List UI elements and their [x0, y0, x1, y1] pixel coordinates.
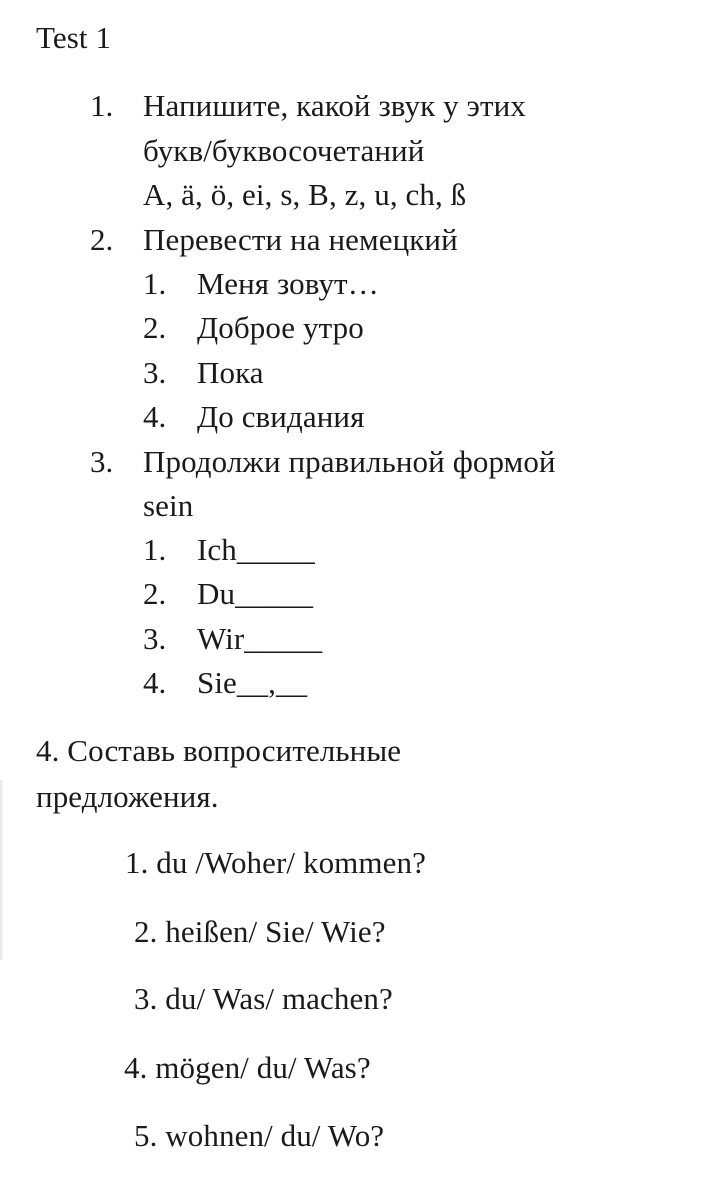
task2-item-text: Доброе утро: [197, 310, 364, 345]
task4-instruction-line2: предложения.: [36, 779, 219, 814]
task2-item-number: 4.: [143, 399, 167, 434]
task2-item-number: 1.: [143, 266, 167, 301]
task4-item: 5. wohnen/ du/ Wo?: [134, 1118, 385, 1153]
task1-letters: A, ä, ö, ei, s, B, z, u, ch, ß: [143, 177, 467, 212]
task1-number: 1.: [90, 88, 114, 123]
test-title: Test 1: [36, 20, 112, 55]
task4-item: 1. du /Woher/ kommen?: [125, 845, 426, 880]
task2-item-text: До свидания: [197, 399, 365, 434]
task3-item-number: 1.: [143, 532, 167, 567]
task2-item-text: Пока: [197, 355, 264, 390]
task3-item-text: Ich_____: [197, 532, 315, 567]
task2-item-number: 3.: [143, 355, 167, 390]
task2-item-text: Меня зовут…: [197, 266, 379, 301]
task4-item: 3. du/ Was/ machen?: [134, 981, 393, 1016]
task3-item-text: Wir_____: [197, 621, 323, 656]
task3-item-number: 4.: [143, 665, 167, 700]
task4-instruction-line1: 4. Составь вопросительные: [36, 733, 402, 768]
task2-number: 2.: [90, 222, 114, 257]
page-edge-shadow: [0, 780, 4, 960]
task3-item-number: 3.: [143, 621, 167, 656]
task1-instruction-line1: Напишите, какой звук у этих: [143, 88, 526, 123]
task3-instruction-line2: sein: [143, 488, 194, 523]
task4-item: 2. heißen/ Sie/ Wie?: [134, 914, 386, 949]
task4-item: 4. mögen/ du/ Was?: [124, 1050, 371, 1085]
task3-item-number: 2.: [143, 576, 167, 611]
task1-instruction-line2: букв/буквосочетаний: [143, 133, 425, 168]
task3-item-text: Sie__,__: [197, 665, 308, 700]
task2-item-number: 2.: [143, 310, 167, 345]
task3-item-text: Du_____: [197, 576, 314, 611]
task2-title: Перевести на немецкий: [143, 222, 458, 257]
task3-number: 3.: [90, 444, 114, 479]
task3-instruction-line1: Продолжи правильной формой: [143, 444, 556, 479]
